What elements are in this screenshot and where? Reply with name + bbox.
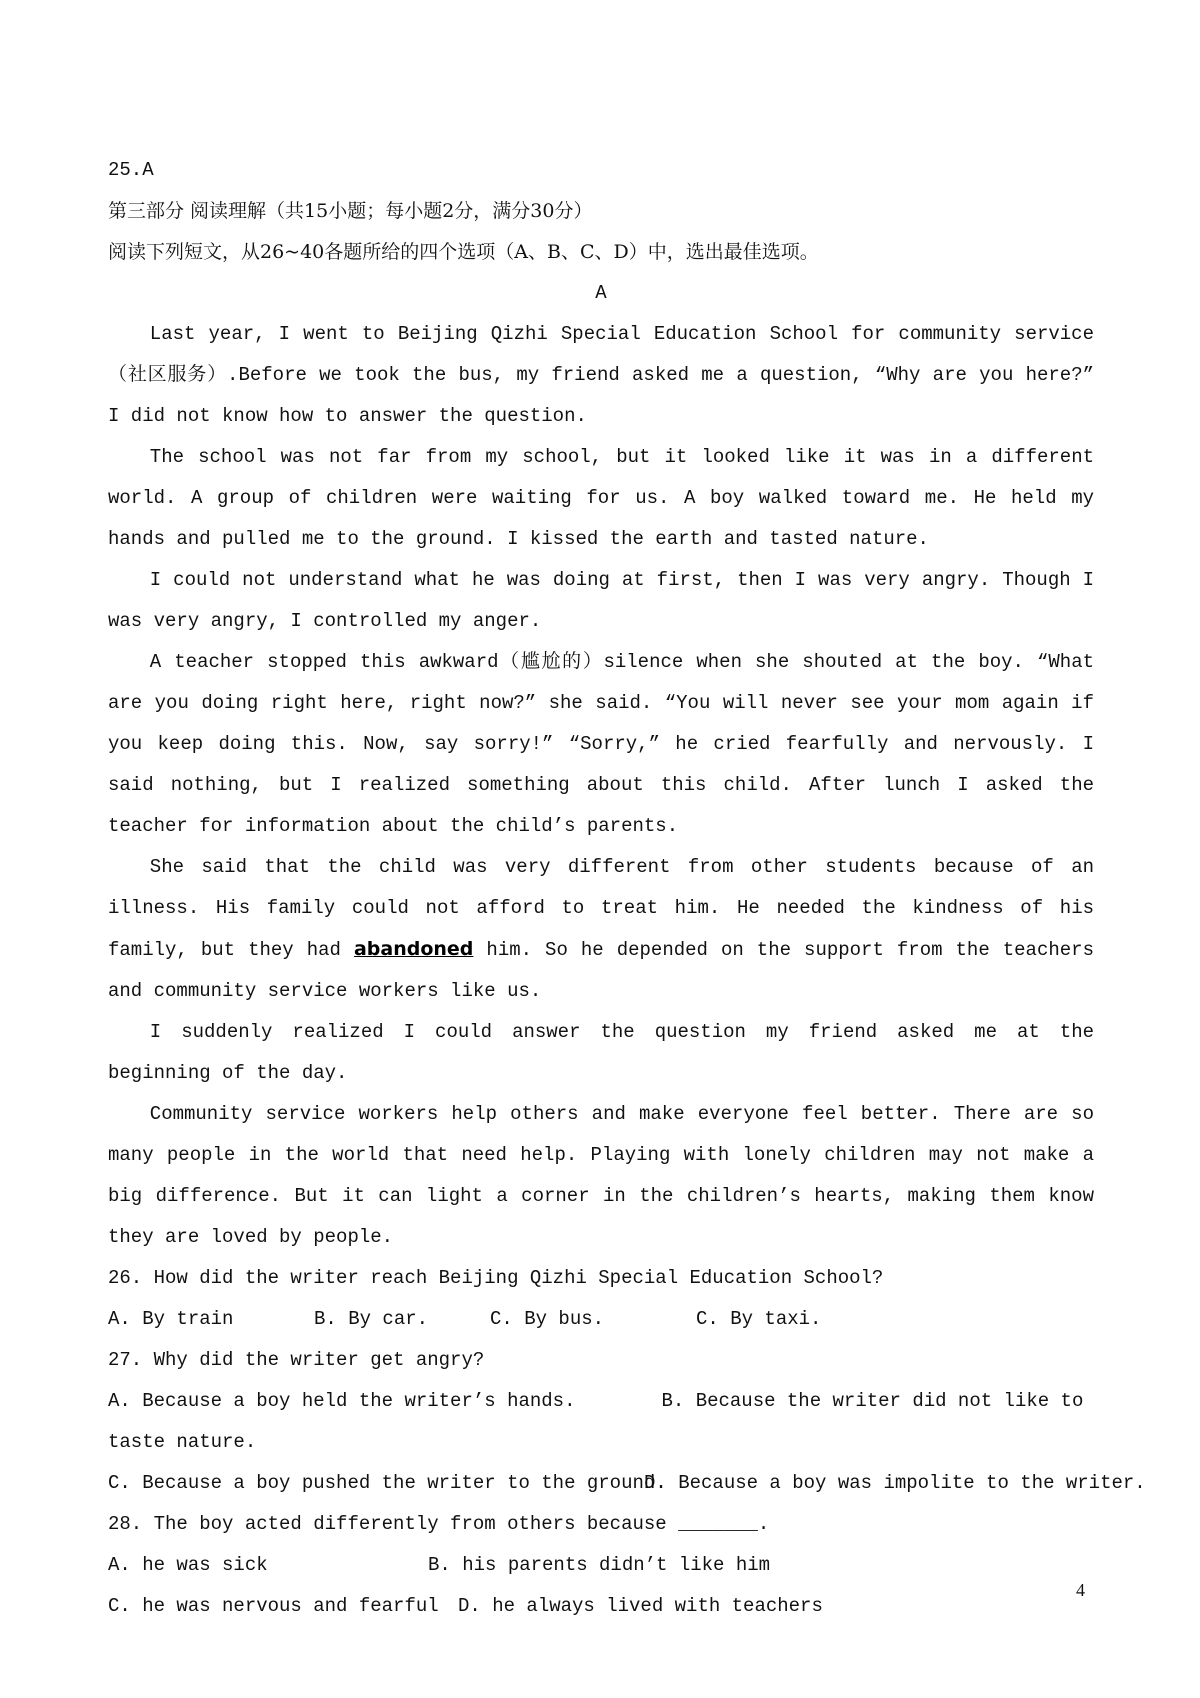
question-27-option-d: D. Because a boy was impolite to the writer. [644, 1472, 1146, 1494]
question-27-options-ab [108, 1381, 1094, 1463]
paragraph-5-start: She said that the child was very different from other students because of an illness. His family could not afford to treat him. He needed the kindness of his family, but they had [108, 856, 1094, 961]
question-26-option-a: A. By train [108, 1308, 234, 1330]
passage-paragraph-6: I suddenly realized I could answer the question my friend asked me at the beginning of the day. [108, 1021, 1094, 1084]
question-27-stem: 27. Why did the writer get angry? [108, 1349, 485, 1371]
passage-paragraph-3: I could not understand what he was doing at first, then I was very angry. Though I was very angry, I controlled my anger. [108, 569, 1094, 632]
question-26-options [108, 1299, 1094, 1340]
question-27-options-cd [108, 1463, 1146, 1504]
passage [108, 314, 1094, 1258]
question-28-options-ab [108, 1545, 1094, 1586]
paragraph-5-end: him. So he depended on the support from the teachers and community service workers like us. [108, 939, 1094, 1002]
question-27-option-c: C. Because a boy pushed the writer to the ground. [108, 1472, 667, 1494]
question-26-option-b: B. By car. [314, 1308, 429, 1330]
passage-label: A [595, 282, 607, 304]
previous-answer: 25.A [108, 159, 154, 181]
question-28-option-b: B. his parents didn’t like him [428, 1554, 771, 1576]
question-26-option-d: C. By taxi. [696, 1308, 822, 1330]
instruction: 阅读下列短文，从26~40各题所给的四个选项（A、B、C、D）中，选出最佳选项。 [108, 241, 819, 263]
section-title: 第三部分 阅读理解（共15小题；每小题2分，满分30分） [108, 200, 593, 222]
question-28-option-c: C. he was nervous and fearful [108, 1595, 439, 1617]
question-26-option-c: C. By bus. [490, 1308, 605, 1330]
question-28-stem: 28. The boy acted differently from others because _______. [108, 1513, 770, 1535]
question-28-option-a: A. he was sick [108, 1554, 268, 1576]
passage-paragraph-2: The school was not far from my school, but it looked like it was in a different world. A group of children were waiting for us. A boy walked toward me. He held my hands and pulled me to the ground. I kissed the earth and tasted nature. [108, 446, 1094, 550]
page-content [108, 150, 1146, 1627]
passage-paragraph-4: A teacher stopped this awkward（尴尬的）silence when she shouted at the boy. “What are you doing right here, right now?” she said. “You will never see your mom again if you keep doing this. Now, say sorry!” “Sorry,” he cried fearfully and nervously. I said nothing, but I realized something about this child. After lunch I asked the teacher for information about the child’s parents. [108, 651, 1094, 837]
question-28-options-cd [108, 1586, 1094, 1627]
question-27-option-a: A. Because a boy held the writer’s hands. [108, 1390, 576, 1412]
question-27-option-b: B. Because the writer did not like to taste nature. [108, 1390, 1084, 1453]
underlined-word: abandoned [353, 938, 474, 960]
page-number: 4 [1076, 1580, 1085, 1600]
passage-paragraph-7: Community service workers help others and make everyone feel better. There are so many people in the world that need help. Playing with lonely children may not make a big difference. But it can light a corner in the children’s hearts, making them know they are loved by people. [108, 1103, 1094, 1248]
question-26-stem: 26. How did the writer reach Beijing Qizhi Special Education School? [108, 1267, 884, 1289]
passage-paragraph-1: Last year, I went to Beijing Qizhi Special Education School for community service（社区服务）.Before we took the bus, my friend asked me a question, “Why are you here?” I did not know how to answer the question. [108, 323, 1094, 427]
question-28-option-d: D. he always lived with teachers [458, 1595, 823, 1617]
passage-paragraph-5 [108, 847, 1094, 1012]
